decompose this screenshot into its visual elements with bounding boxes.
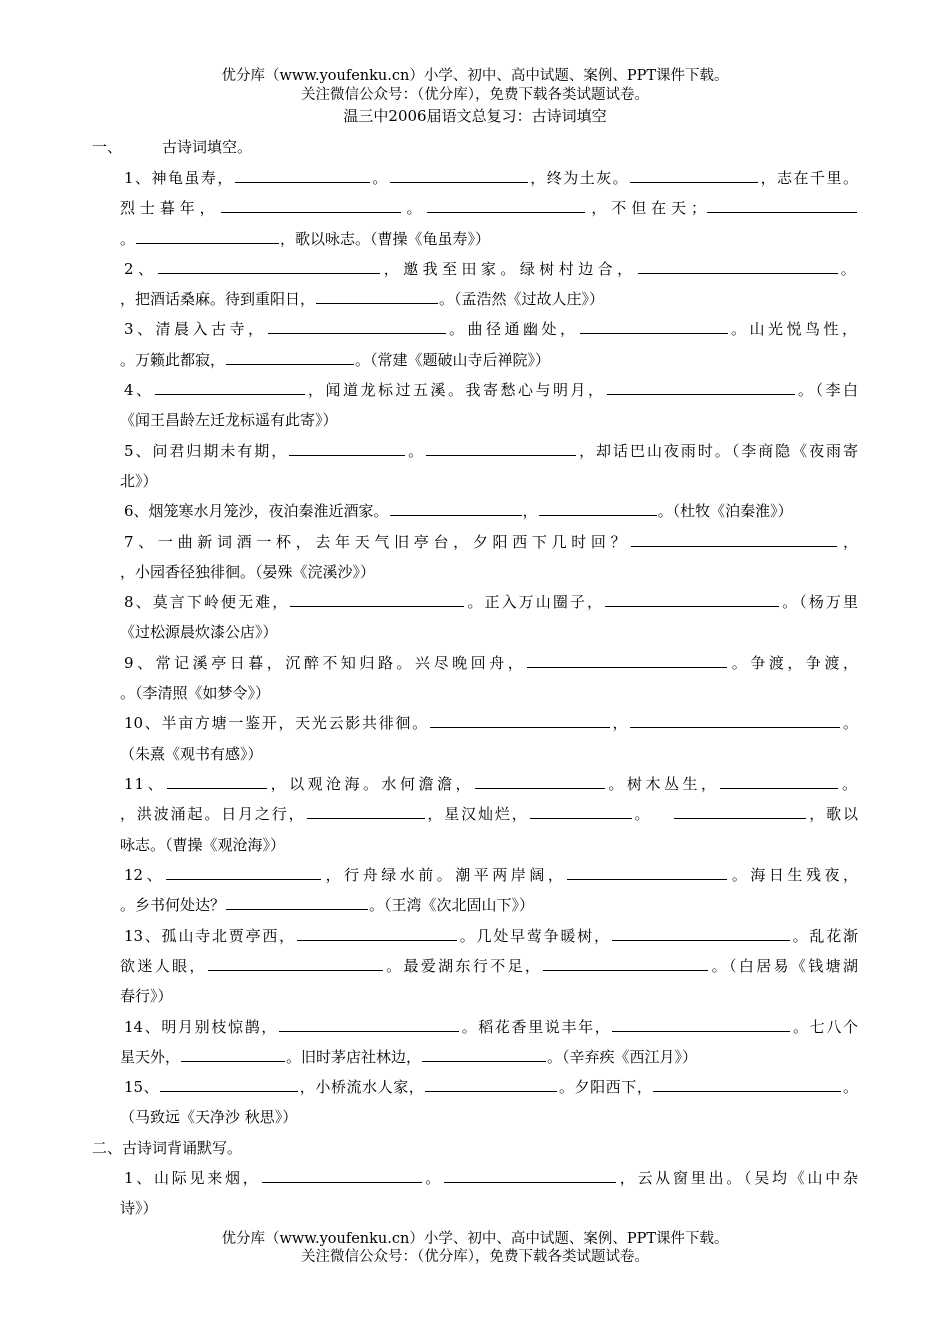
answer-blank[interactable] [653, 1077, 841, 1092]
question-5-line-1: 5、问君归期未有期， 。 ，却话巴山夜雨时。（李商隐《夜雨寄 [124, 442, 858, 460]
answer-blank[interactable] [475, 774, 605, 789]
question-9-line-1: 9、常记溪亭日暮，沉醉不知归路。兴尽晚回舟， 。争渡，争渡， [124, 654, 858, 672]
answer-blank[interactable] [567, 865, 727, 880]
answer-blank[interactable] [279, 1017, 459, 1032]
footer-site-line: 优分库（www.youfenku.cn）小学、初中、高中试题、案例、PPT课件下载。 [221, 1231, 729, 1247]
question-13-line-3: 春行》） [120, 987, 173, 1005]
section-1-title: 古诗词填空。 [162, 138, 253, 156]
question-8-line-1: 8、莫言下岭便无难， 。正入万山圈子， 。（杨万里 [124, 593, 858, 611]
section-2-question-1-line-1: 1、山际见来烟， 。 ，云从窗里出。（吴均《山中杂 [124, 1169, 858, 1187]
answer-blank[interactable] [430, 713, 610, 728]
page-title: 温三中2006届语文总复习：古诗词填空 [343, 107, 607, 125]
question-4-line-2: 《闻王昌龄左迁龙标遥有此寄》） [120, 411, 338, 429]
section-1-heading [92, 137, 252, 157]
answer-blank[interactable] [539, 501, 657, 516]
answer-blank[interactable] [221, 198, 401, 213]
answer-blank[interactable] [444, 1168, 616, 1183]
question-11-line-1: 11、 ，以观沧海。水何澹澹， 。树木丛生， 。 [124, 775, 858, 793]
question-1-line-1: 1、神龟虽寿， 。 ，终为土灰。 ，志在千里。 [124, 169, 858, 187]
answer-blank[interactable] [605, 592, 779, 607]
answer-blank[interactable] [136, 229, 279, 244]
question-5-line-2: 北》） [120, 472, 158, 490]
question-15-line-1: 15、 ，小桥流水人家， 。夕阳西下， 。 [124, 1078, 858, 1096]
answer-blank[interactable] [290, 592, 464, 607]
question-15-line-2: （马致远《天净沙 秋思》） [120, 1108, 298, 1126]
header-wechat-line: 关注微信公众号：（优分库），免费下载各类试题试卷。 [301, 87, 649, 103]
answer-blank[interactable] [720, 774, 838, 789]
question-8-line-2: 《过松源晨炊漆公店》） [120, 623, 278, 641]
answer-blank[interactable] [638, 259, 838, 274]
answer-blank[interactable] [543, 956, 708, 971]
question-2-line-2: ，把酒话桑麻。待到重阳日， 。（孟浩然《过故人庄》） [120, 290, 605, 308]
answer-blank[interactable] [289, 441, 405, 456]
answer-blank[interactable] [630, 713, 840, 728]
question-2-line-1: 2、 ，邀我至田家。绿树村边合， 。 [124, 260, 858, 278]
answer-blank[interactable] [612, 926, 790, 941]
answer-blank[interactable] [262, 1168, 422, 1183]
answer-blank[interactable] [226, 350, 354, 365]
answer-blank[interactable] [316, 289, 438, 304]
question-3-line-1: 3、清晨入古寺， 。曲径通幽处， 。山光悦鸟性， [124, 320, 858, 338]
question-12-line-1: 12、 ，行舟绿水前。潮平两岸阔， 。海日生残夜， [124, 866, 858, 884]
question-14-line-2: 星天外， 。旧时茅店社林边， 。（辛弃疾《西江月》） [120, 1048, 698, 1066]
answer-blank[interactable] [208, 956, 383, 971]
answer-blank[interactable] [612, 1017, 790, 1032]
question-3-line-2: 。万籁此都寂， 。（常建《题破山寺后禅院》） [120, 351, 551, 369]
question-12-line-2: 。乡书何处达？ 。（王湾《次北固山下》） [120, 896, 535, 914]
answer-blank[interactable] [297, 926, 457, 941]
answer-blank[interactable] [580, 319, 728, 334]
question-10-line-2: （朱熹《观书有感》） [120, 745, 263, 763]
question-10-line-1: 10、半亩方塘一鉴开，天光云影共徘徊。 ， 。 [124, 714, 858, 732]
section-2-question-1-line-2: 诗》） [120, 1199, 158, 1217]
answer-blank[interactable] [307, 804, 425, 819]
answer-blank[interactable] [390, 168, 528, 183]
question-14-line-1: 14、明月别枝惊鹊， 。稻花香里说丰年， 。七八个 [124, 1018, 858, 1036]
question-7-line-2: ，小园香径独徘徊。（晏殊《浣溪沙》） [120, 563, 376, 581]
section-2-heading: 二、古诗词背诵默写。 [92, 1139, 243, 1157]
answer-blank[interactable] [707, 198, 857, 213]
answer-blank[interactable] [235, 168, 370, 183]
answer-blank[interactable] [630, 168, 758, 183]
answer-blank[interactable] [422, 1047, 546, 1062]
question-9-line-2: 。（李清照《如梦令》） [120, 684, 271, 702]
question-6-line-1: 6、烟笼寒水月笼沙，夜泊秦淮近酒家。 ， 。（杜牧《泊秦淮》） [124, 502, 793, 520]
answer-blank[interactable] [426, 441, 576, 456]
answer-blank[interactable] [427, 198, 585, 213]
question-1-line-2: 烈士暮年， 。 ，不但在天； [120, 198, 858, 218]
question-11-line-3: 咏志。（曹操《观沧海》） [120, 836, 286, 854]
section-1-number: 一、 [92, 138, 123, 156]
answer-blank[interactable] [268, 319, 446, 334]
question-13-line-2: 欲迷人眼， 。最爱湖东行不足， 。（白居易《钱塘湖 [120, 957, 858, 975]
answer-blank[interactable] [181, 1047, 285, 1062]
answer-blank[interactable] [158, 259, 380, 274]
question-4-line-1: 4、 ，闻道龙标过五溪。我寄愁心与明月， 。（李白 [124, 381, 858, 399]
answer-blank[interactable] [425, 1077, 557, 1092]
question-7-line-1: 7、一曲新词酒一杯，去年天气旧亭台，夕阳西下几时回？ ， [124, 533, 858, 551]
answer-blank[interactable] [160, 1077, 298, 1092]
answer-blank[interactable] [674, 804, 806, 819]
answer-blank[interactable] [530, 804, 632, 819]
answer-blank[interactable] [631, 532, 837, 547]
question-13-line-1: 13、孤山寺北贾亭西， 。几处早莺争暖树， 。乱花渐 [124, 927, 858, 945]
header-site-line: 优分库（www.youfenku.cn）小学、初中、高中试题、案例、PPT课件下载。 [221, 68, 729, 84]
footer-wechat-line: 关注微信公众号：（优分库），免费下载各类试题试卷。 [301, 1249, 649, 1265]
question-1-line-3: 。 ，歌以咏志。（曹操《龟虽寿》） [120, 230, 491, 248]
answer-blank[interactable] [607, 380, 795, 395]
question-11-line-2: ，洪波涌起。日月之行， ，星汉灿烂， 。 ，歌以 [120, 805, 858, 823]
answer-blank[interactable] [155, 380, 305, 395]
answer-blank[interactable] [166, 865, 321, 880]
answer-blank[interactable] [167, 774, 267, 789]
answer-blank[interactable] [390, 501, 522, 516]
answer-blank[interactable] [226, 895, 368, 910]
answer-blank[interactable] [527, 653, 727, 668]
